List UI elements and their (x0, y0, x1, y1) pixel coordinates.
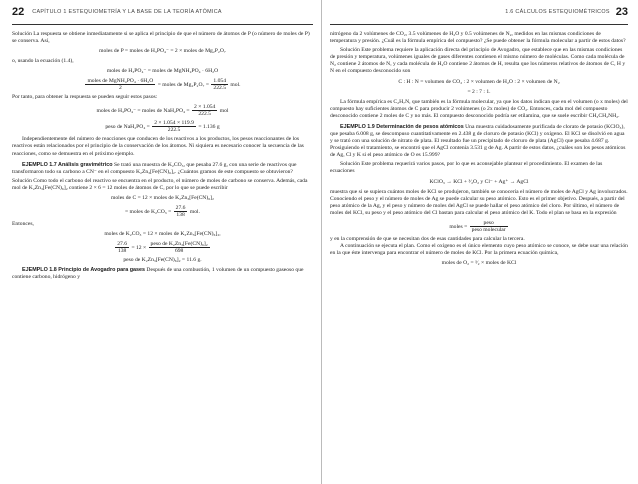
paragraph: y en la comprensión de que se necesitan dos de esas cantidades para calcular la tercera. (330, 235, 525, 242)
fraction: $\frac{\text{moles de MgNH₄PO₄ · 6H₂O}}{2}$ (87, 78, 154, 92)
paragraph: nitrógeno da 2 volúmenes de CO₂, 3.5 volúmenes de H₂O y 0.5 volúmenes de N₂, medidos en las mismas condiciones de temperatura y presión. ¿Cuál es la fórmula empírica del compuesto? ¿Se puede obtener la fórmula molecular a partir de estos datos? (330, 31, 626, 45)
equation: = 2 : 7 : 1. (467, 88, 491, 95)
example-paragraph: EJEMPLO 1.7 Análisis gravimétrico Se trató una muestra de K₂CO₃, que pesaba 27.6 g, con una serie de reactivos que transformaron todo su carbono a CN⁻ en el compuesto K₂Zn₃[Fe(CN)₆]₂. ¿Cuántos gramos de este compuesto se obtuvieron? (12, 161, 297, 175)
equation: moles de K₂CO₃ = 12 × moles de K₂Zn₃[Fe(CN)₆]₂, (104, 231, 221, 238)
solution-paragraph: Solución Este problema requiere la aplicación directa del principio de Avogadro, que establece que en las mismas condiciones de presión y temperatura, volúmenes iguales de gases diferentes contienen el mismo número de moléculas. Como cada molécula de N₂ contiene 2 átomos de N, y cada molécula de H₂O contiene 2 átomos de H, resulta que los números relativos de átomos de C, H y N en el compuesto desconocido son (330, 47, 626, 75)
fraction: $\frac{\text{peso de K₂Zn₃[Fe(CN)₆]₂}}{698}$ (150, 241, 208, 255)
fraction: $\frac{27.6}{138}$ (175, 205, 186, 219)
equation-fraction: = moles de K₂CO₃ = $\frac{27.6}{138}$ mol. (125, 205, 200, 219)
running-head: CAPÍTULO 1 ESTEQUIOMETRÍA Y LA BASE DE LA TEORÍA ATÓMICA (32, 9, 222, 15)
equation-fraction: $\frac{\text{moles de MgNH₄PO₄ · 6H₂O}}{2}$ = moles de Mg₂P₂O₇ = $\frac{1.054}{222.5}$ mol. (87, 78, 241, 92)
right-page (322, 0, 638, 484)
left-page-header (12, 0, 313, 25)
paragraph: o, usando la ecuación (1.4), (12, 58, 74, 65)
solution-paragraph: Solución Este problema requerirá varios pasos, por lo que es aconsejable plantear el procedimiento. El examen de las ecuaciones (330, 161, 603, 175)
paragraph: A continuación se ejecuta el plan. Como el oxígeno es el único elemento cuyo peso atómico se conoce, se debe usar una relación en la que éste intervenga para encontrar el número de moles de KCl. Por la primera ecuación química, (330, 242, 628, 257)
paragraph: muestra que si se supiera cuántos moles de KCl se produjeron, también se conocería el número de moles de AgCl y Ag involucrados. Conociendo el peso y el número de moles de Ag se puede calcular su peso atómico. Esto es el primer objetivo. Después, a partir del peso atómico de la Ag, y el peso y número de moles del AgCl se puede hallar el peso atómico del cloro. Por último, el número de moles del KCl, su peso y el peso atómico del Cl bastan para calcular el peso atómico del K. Todo el plan se basa en la expresión (330, 188, 628, 216)
equation: moles de O₂ = ³⁄₂ × moles de KCl (441, 260, 517, 267)
fraction: $\frac{\text{peso}}{\text{peso molecular}}$ (471, 219, 506, 233)
page-number: 22 (12, 6, 25, 18)
equation: moles de P = moles de H₃PO₄⁻ = 2 × moles de Mg₂P₂O₇ (99, 48, 226, 55)
paragraph: Independientemente del número de reacciones que conducen de los reactivos a los productos, los pesos reaccionantes de los reactivos están relacionados por el principio de la conservación de los átomos. Ni siquiera es necesario conocer la secuencia de las reacciones, como se demuestra en el próximo ejemplo. (12, 136, 304, 157)
equation: C : H : N = volumen de CO₂ : 2 × volumen de H₂O : 2 × volumen de N₂ (398, 78, 560, 85)
fraction: $\frac{2 \times 1.054}{222.5}$ (194, 104, 216, 118)
paragraph: Por tanto, para obtener la respuesta se pueden seguir estos pasos: (12, 94, 158, 101)
right-page-header (330, 0, 628, 25)
equation-fraction: peso de NaH₂PO₄ = $\frac{2 \times 1.054 \times 119.9}{222.5}$ = 1.136 g (105, 120, 220, 134)
fraction: $\frac{1.054}{222.5}$ (213, 78, 227, 92)
equation: peso de K₂Zn₃[Fe(CN)₆]₂ = 11.6 g. (123, 257, 202, 264)
paragraph: La fórmula empírica es C₂H₇N, que también es la fórmula molecular, ya que los datos indican que en el volumen (o x moles) del compuesto hay suficientes átomos de C para producir 2 volúmenes (o 2x moles) de CO₂. Entonces, cada mol del compuesto desconocido contiene 2 moles de C y no más. El compuesto desconocido podría ser etilamina, que se suele escribir CH₃CH₂NH₂. (330, 98, 628, 119)
solution-paragraph: Solución Como todo el carbono del reactivo se encuentra en el producto, el número de moles de carbono se conserva. Además, cada mol de K₂Zn₃[Fe(CN)₆]₂ contiene 2 × 6 = 12 moles de átomos de C, por lo que se puede escribir (12, 177, 308, 191)
example-paragraph: EJEMPLO 1.8 Principio de Avogadro para gases Después de una combustión, 1 volumen de un compuesto gaseoso que contiene carbono, hidrógeno y (12, 267, 304, 281)
paragraph: Entonces, (12, 221, 34, 228)
example-title: EJEMPLO 1.9 Determinación de pesos atómicos (340, 123, 464, 130)
equation: KClO₃ → KCl + ³⁄₂O₂ y Cl⁻ + Ag⁺ → AgCl (429, 178, 529, 185)
fraction: $\frac{2 \times 1.054 \times 119.9}{222.5}$ (154, 120, 194, 134)
equation-fraction: $\frac{27.6}{138}$ = 12 × $\frac{\text{peso de K₂Zn₃[Fe(CN)₆]₂}}{698}$ (117, 241, 208, 255)
fraction: $\frac{27.6}{138}$ (117, 241, 128, 255)
page-number: 23 (615, 6, 628, 18)
example-title: EJEMPLO 1.8 Principio de Avogadro para gases (22, 267, 146, 274)
example-paragraph: EJEMPLO 1.9 Determinación de pesos atómicos Una muestra cuidadosamente purificada de clorato de potasio (KClO₃), que pesaba 6.008 g, se descompuso cuantitativamente en 2.438 g de cloruro de potasio (KCl) y oxígeno. El KCl se disolvió en agua y se trató con una solución de nitrato de plata. El resultado fue un precipitado de cloruro de plata (AgCl) que pesaba 4.687 g. Prosiguiendo el tratamiento, se encontró que el AgCl contenía 3.531 g de Ag. A partir de estos datos, ¿cuáles son los pesos atómicos de Ag, Cl y K si el peso atómico de O es 15.999? (330, 123, 626, 159)
equation-fraction: moles de H₃PO₄⁻ = moles de NaH₂PO₄ = $\frac{2 \times 1.054}{222.5}$ mol (96, 104, 229, 118)
equation: moles de H₃PO₄⁻ = moles de MgNH₄PO₄ · 6H₂O (106, 68, 219, 75)
equation-fraction: moles = $\frac{\text{peso}}{\text{peso molecular}}$ (449, 219, 506, 233)
equation: moles de C = 12 × moles de K₂Zn₃[Fe(CN)₆]₂ (111, 195, 214, 202)
solution-paragraph: Solución La respuesta se obtiene inmediatamente si se aplica el principio de que el número de átomos de P (o número de moles de P) se conserva. Así, (12, 31, 310, 45)
example-title: EJEMPLO 1.7 Análisis gravimétrico (22, 161, 113, 168)
running-head: 1.6 CÁLCULOS ESTEQUIOMÉTRICOS (505, 9, 610, 15)
